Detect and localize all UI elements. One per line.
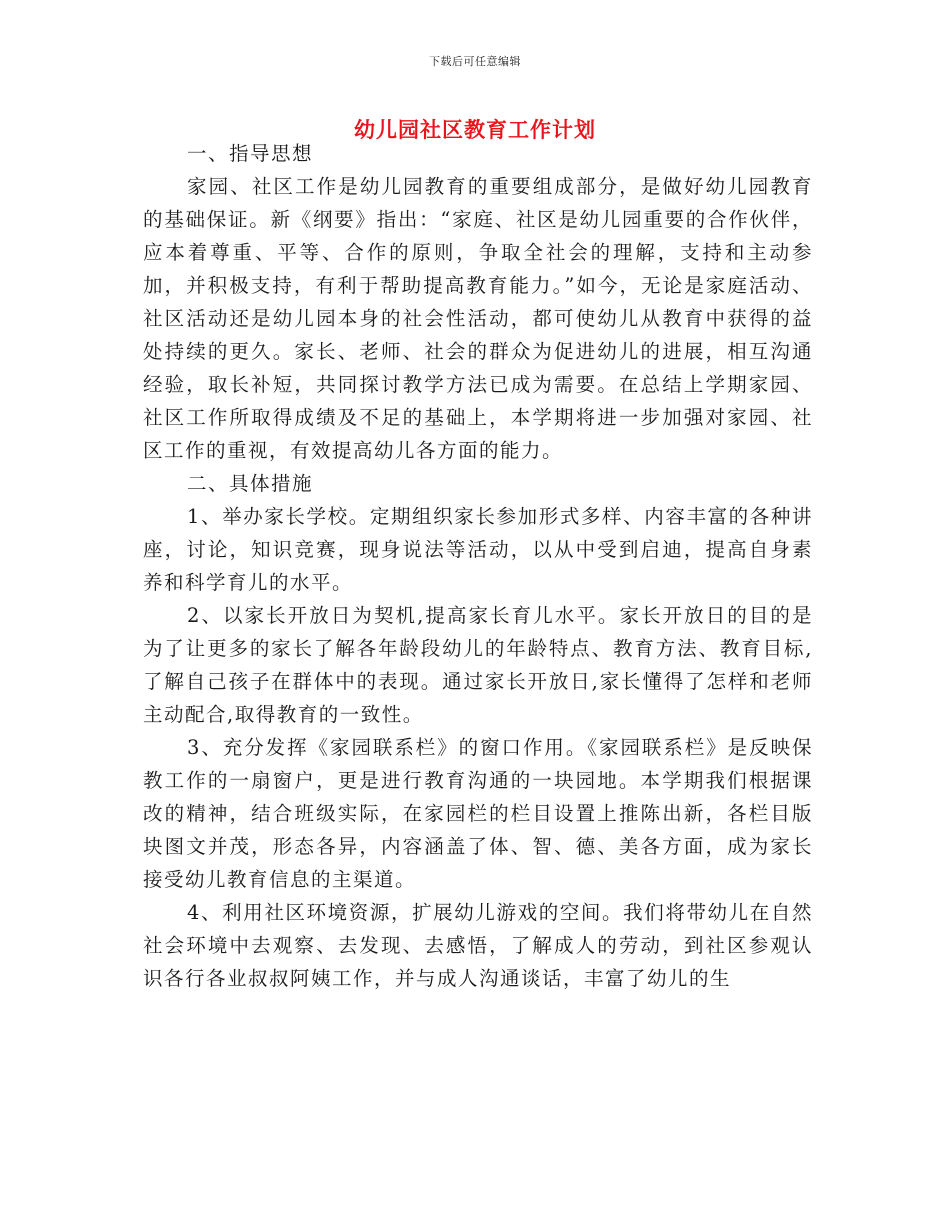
measure-item-4: 4、利用社区环境资源，扩展幼儿游戏的空间。我们将带幼儿在自然社会环境中去观察、去发现、去感悟，了解成人的劳动，到社区参观认识各行各业叔叔阿姨工作，并与成人沟通谈话，丰富了幼儿的生 <box>143 901 813 990</box>
header-note: 下载后可任意编辑 <box>429 55 521 68</box>
section-heading-specific-measures: 二、具体措施 <box>187 472 314 495</box>
document-title: 幼儿园社区教育工作计划 <box>354 118 596 142</box>
measure-item-1: 1、举办家长学校。定期组织家长参加形式多样、内容丰富的各种讲座，讨论，知识竞赛，现身说法等活动，以从中受到启迪，提高自身素养和科学育儿的水平。 <box>143 505 813 594</box>
section-heading-guiding-ideology: 一、指导思想 <box>187 142 314 165</box>
paragraph-guiding-ideology: 家园、社区工作是幼儿园教育的重要组成部分，是做好幼儿园教育的基础保证。新《纲要》指出：“家庭、社区是幼儿园重要的合作伙伴，应本着尊重、平等、合作的原则，争取全社会的理解，支持和主动参加，并积极支持，有利于帮助提高教育能力。”如今，无论是家庭活动、社区活动还是幼儿园本身的社会性活动，都可使幼儿从教育中获得的益处持续的更久。家长、老师、社会的群众为促进幼儿的进展，相互沟通经验，取长补短，共同探讨教学方法已成为需要。在总结上学期家园、社区工作所取得成绩及不足的基础上，本学期将进一步加强对家园、社区工作的重视，有效提高幼儿各方面的能力。 <box>143 175 813 462</box>
measure-item-3: 3、充分发挥《家园联系栏》的窗口作用。《家园联系栏》是反映保教工作的一扇窗户，更是进行教育沟通的一块园地。本学期我们根据课改的精神，结合班级实际，在家园栏的栏目设置上推陈出新，各栏目版块图文并茂，形态各异，内容涵盖了体、智、德、美各方面，成为家长接受幼儿教育信息的主渠道。 <box>143 736 813 891</box>
measure-item-2: 2、以家长开放日为契机,提高家长育儿水平。家长开放日的目的是为了让更多的家长了解各年龄段幼儿的年龄特点、教育方法、教育目标,了解自己孩子在群体中的表现。通过家长开放日,家长懂得了怎样和老师主动配合,取得教育的一致性。 <box>143 604 813 726</box>
document-body <box>143 137 813 995</box>
